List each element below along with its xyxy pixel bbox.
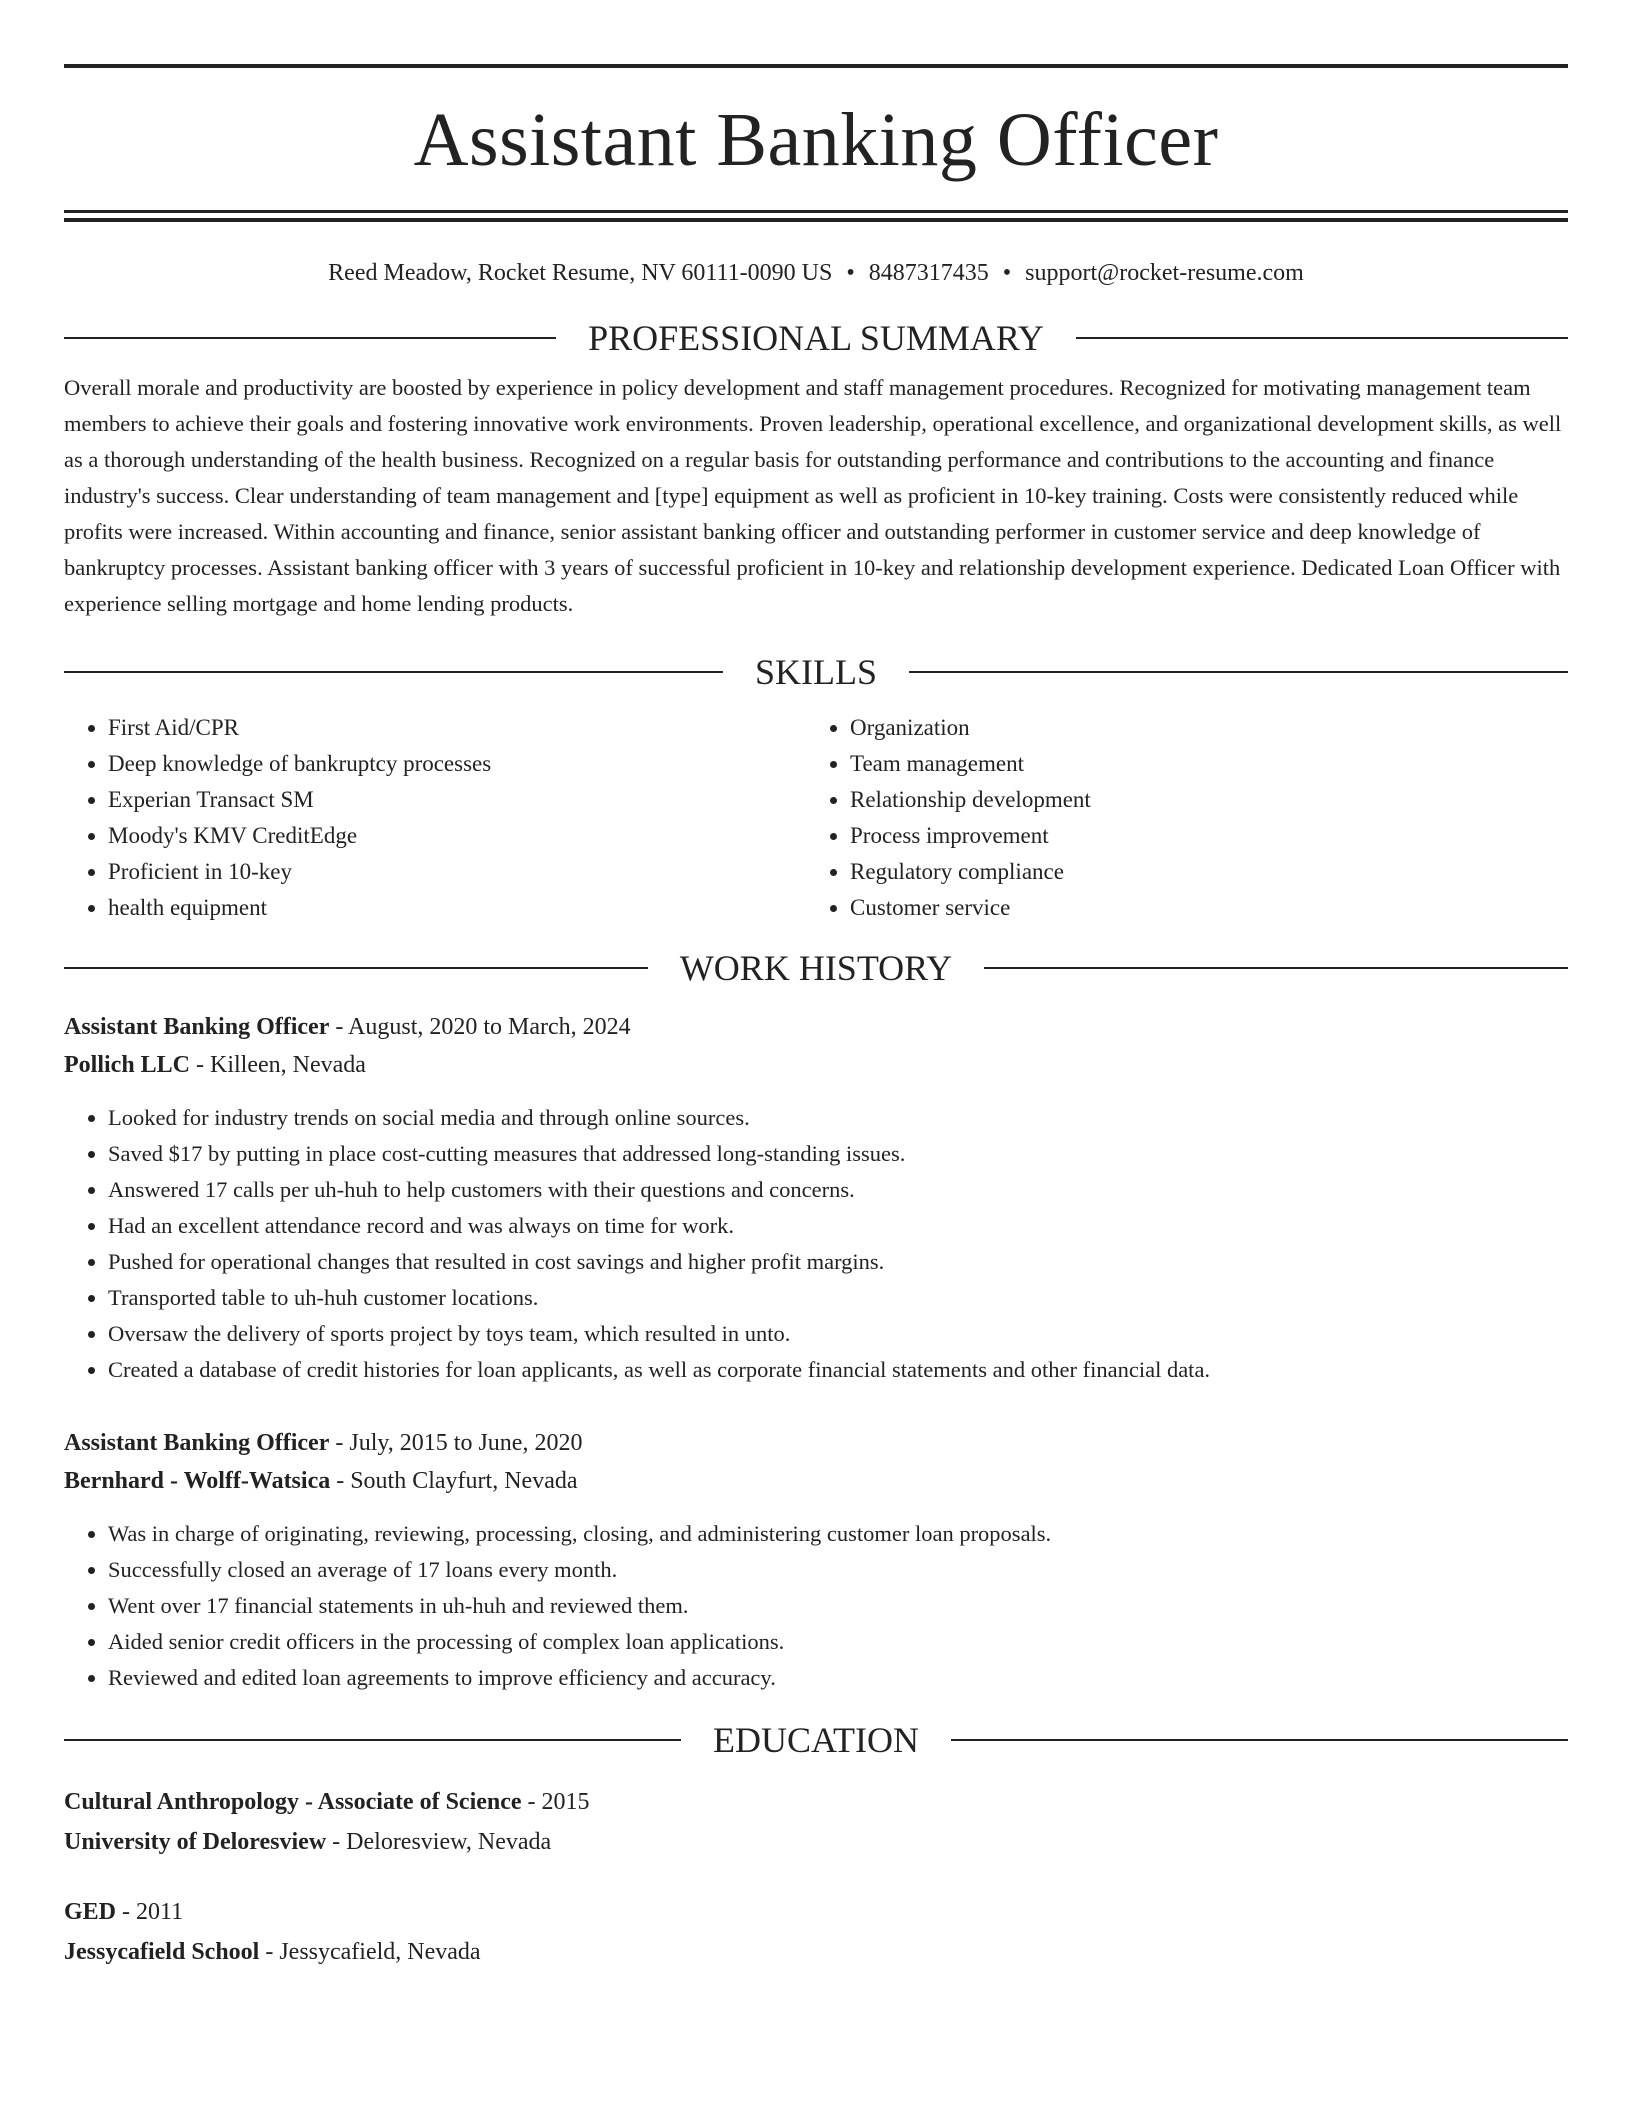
skills-heading-label: SKILLS <box>755 652 878 692</box>
heading-rule <box>64 1739 681 1741</box>
skill-item: • Customer service <box>850 890 1548 926</box>
job-title-line <box>64 1424 1568 1462</box>
job-title: Assistant Banking Officer <box>64 1014 330 1040</box>
education-school: University of Deloresview <box>64 1829 327 1855</box>
contact-line <box>64 258 1568 288</box>
education-school: Jessycafield School <box>64 1939 260 1965</box>
skill-item: • Moody's KMV CreditEdge <box>108 818 806 854</box>
skill-item: • Experian Transact SM <box>108 782 806 818</box>
contact-separator: • <box>846 260 855 286</box>
job-bullets <box>64 1100 1568 1388</box>
job-bullet: • Answered 17 calls per uh-huh to help customers with their questions and concerns. <box>108 1172 1568 1208</box>
education-school-line <box>64 1932 1568 1972</box>
education-heading <box>64 1720 1568 1760</box>
skill-item: • Process improvement <box>850 818 1548 854</box>
job-company-line <box>64 1462 1568 1500</box>
education-year: - 2011 <box>116 1899 184 1925</box>
job-entry <box>64 1008 1568 1388</box>
skill-item: • Proficient in 10-key <box>108 854 806 890</box>
job-bullet: • Created a database of credit histories for loan applicants, as well as corporate financial statements and other financial data. <box>108 1352 1568 1388</box>
skills-list <box>64 710 1568 926</box>
job-bullet: • Transported table to uh-huh customer locations. <box>108 1280 1568 1316</box>
education-degree-line <box>64 1892 1568 1932</box>
job-bullet: • Went over 17 financial statements in uh-huh and reviewed them. <box>108 1588 1568 1624</box>
skill-item: • Regulatory compliance <box>850 854 1548 890</box>
top-rule <box>64 64 1568 68</box>
skills-heading <box>64 652 1568 692</box>
job-company: Bernhard - Wolff-Watsica <box>64 1468 331 1494</box>
job-bullet: • Oversaw the delivery of sports project by toys team, which resulted in unto. <box>108 1316 1568 1352</box>
job-location: - South Clayfurt, Nevada <box>330 1468 578 1494</box>
heading-rule <box>984 967 1568 969</box>
education-year: - 2015 <box>521 1789 590 1815</box>
education-degree: GED <box>64 1899 117 1925</box>
education-location: - Jessycafield, Nevada <box>259 1939 481 1965</box>
skills-column-right <box>806 710 1548 926</box>
skill-item: • Relationship development <box>850 782 1548 818</box>
education-school-line <box>64 1822 1568 1862</box>
job-bullet: • Looked for industry trends on social media and through online sources. <box>108 1100 1568 1136</box>
job-location: - Killeen, Nevada <box>190 1052 366 1078</box>
skill-item: • Organization <box>850 710 1548 746</box>
summary-text: Overall morale and productivity are boosted by experience in policy development and staff management procedures. Recognized for motivating management team members to achieve their goals and fostering innovative work environments. Proven leadership, operational excellence, and organizational development skills, as well as a thorough understanding of the health business. Recognized on a regular basis for outstanding performance and contributions to the accounting and finance industry's success. Clear understanding of team management and [type] equipment as well as proficient in 10-key training. Costs were consistently reduced while profits were increased. Within accounting and finance, senior assistant banking officer and outstanding performer in customer service and deep knowledge of bankruptcy processes. Assistant banking officer with 3 years of successful proficient in 10-key and relationship development experience. Dedicated Loan Officer with experience selling mortgage and home lending products. <box>64 375 1562 616</box>
education-degree: Cultural Anthropology - Associate of Science <box>64 1789 522 1815</box>
education-heading-label: EDUCATION <box>713 1720 919 1760</box>
education-entry <box>64 1782 1568 1862</box>
contact-separator: • <box>1002 260 1012 286</box>
job-bullets <box>64 1516 1568 1696</box>
education-entry <box>64 1892 1568 1972</box>
job-entry <box>64 1424 1568 1696</box>
job-dates: - July, 2015 to June, 2020 <box>329 1430 583 1456</box>
job-bullet: • Successfully closed an average of 17 loans every month. <box>108 1552 1568 1588</box>
job-bullet: • Had an excellent attendance record and was always on time for work. <box>108 1208 1568 1244</box>
skill-item: • Team management <box>850 746 1548 782</box>
education-location: - Deloresview, Nevada <box>326 1829 552 1855</box>
heading-rule <box>64 337 556 339</box>
job-bullet: • Saved $17 by putting in place cost-cutting measures that addressed long-standing issues. <box>108 1136 1568 1172</box>
heading-rule <box>951 1739 1568 1741</box>
skill-item: • Deep knowledge of bankruptcy processes <box>108 746 806 782</box>
title-double-rule <box>64 210 1568 222</box>
heading-rule <box>909 671 1568 673</box>
education-degree-line <box>64 1782 1568 1822</box>
job-title-line <box>64 1008 1568 1046</box>
heading-rule <box>64 671 723 673</box>
skills-column-left <box>64 710 806 926</box>
resume-page <box>64 64 1568 1972</box>
job-bullet: • Pushed for operational changes that resulted in cost savings and higher profit margins. <box>108 1244 1568 1280</box>
job-dates: - August, 2020 to March, 2024 <box>329 1014 631 1040</box>
job-company-line <box>64 1046 1568 1084</box>
contact-address: Reed Meadow, Rocket Resume, NV 60111-0090 US <box>328 260 833 286</box>
job-company: Pollich LLC <box>64 1052 191 1078</box>
summary-heading-label: PROFESSIONAL SUMMARY <box>588 318 1044 358</box>
summary-heading <box>64 318 1568 358</box>
job-title: Assistant Banking Officer <box>64 1430 330 1456</box>
resume-title: Assistant Banking Officer <box>413 98 1219 182</box>
job-bullet: • Was in charge of originating, reviewing, processing, closing, and administering customer loan proposals. <box>108 1516 1568 1552</box>
job-bullet: • Reviewed and edited loan agreements to improve efficiency and accuracy. <box>108 1660 1568 1696</box>
contact-email: support@rocket-resume.com <box>1025 260 1304 286</box>
work-heading <box>64 948 1568 988</box>
heading-rule <box>64 967 648 969</box>
job-bullet: • Aided senior credit officers in the processing of complex loan applications. <box>108 1624 1568 1660</box>
skill-item: • health equipment <box>108 890 806 926</box>
skill-item: • First Aid/CPR <box>108 710 806 746</box>
work-heading-label: WORK HISTORY <box>679 948 953 988</box>
heading-rule <box>1076 337 1568 339</box>
contact-phone: 8487317435 <box>868 260 989 286</box>
